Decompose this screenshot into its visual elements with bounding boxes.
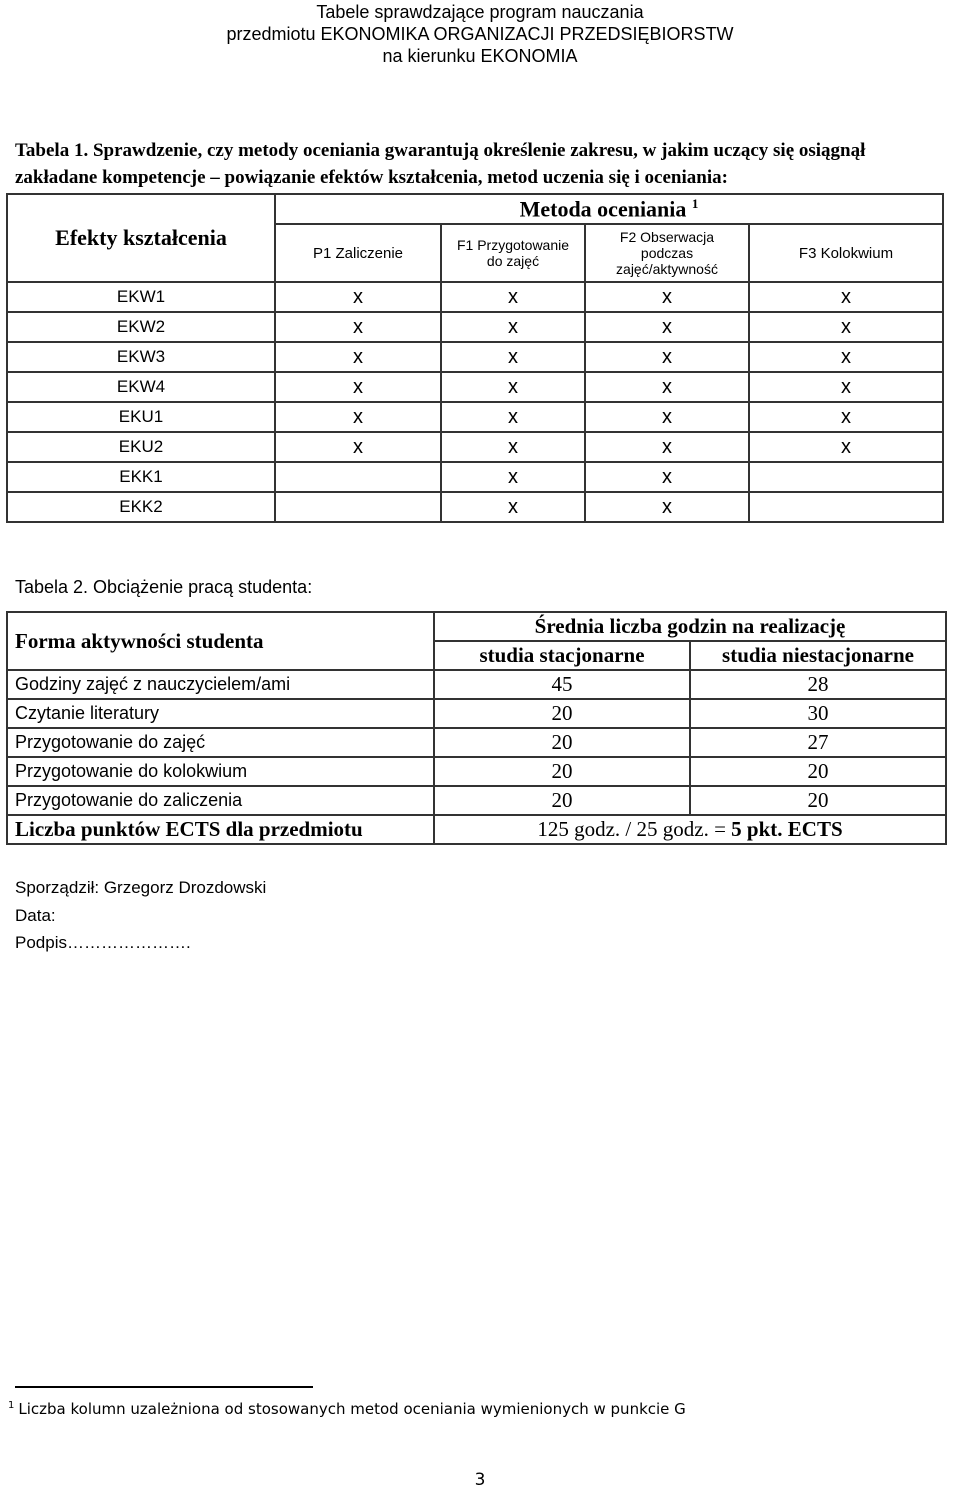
stationary-hours: 20 bbox=[434, 786, 690, 815]
mark-cell: x bbox=[441, 492, 585, 522]
col-f1: F1 Przygotowanie do zajęć bbox=[441, 224, 585, 282]
doc-title-line1: Tabele sprawdzające program nauczania bbox=[316, 2, 644, 22]
stationary-hours: 20 bbox=[434, 728, 690, 757]
footnote-text: Liczba kolumn uzależniona od stosowanych metod oceniania wymienionych w punkcie G bbox=[18, 1400, 686, 1418]
page-number: 3 bbox=[474, 1470, 486, 1490]
activity-label: Przygotowanie do kolokwium bbox=[7, 757, 434, 786]
table1-caption-line1: Tabela 1. Sprawdzenie, czy metody oceniania gwarantują określenie zakresu, w jakim uczący się osiągnął bbox=[15, 140, 866, 161]
date-label: Data: bbox=[15, 906, 56, 925]
stationary-hours: 20 bbox=[434, 757, 690, 786]
form-header: Forma aktywności studenta bbox=[7, 612, 434, 670]
mark-cell: x bbox=[585, 282, 749, 312]
mark-cell: x bbox=[585, 312, 749, 342]
mark-cell: x bbox=[441, 432, 585, 462]
table-row bbox=[7, 282, 943, 312]
mark-cell: x bbox=[749, 432, 943, 462]
stationary-hours: 20 bbox=[434, 699, 690, 728]
method-header: Metoda oceniania $^1$ bbox=[275, 194, 943, 224]
ects-label: Liczba punktów ECTS dla przedmiotu bbox=[7, 815, 434, 844]
activity-label: Przygotowanie do zaliczenia bbox=[7, 786, 434, 815]
mark-cell: x bbox=[275, 342, 441, 372]
workload-table bbox=[6, 611, 947, 845]
assessment-methods-table bbox=[6, 193, 944, 523]
prepared-by: Sporządził: Grzegorz Drozdowski bbox=[15, 878, 267, 897]
method-footnote-ref: 1 bbox=[691, 195, 699, 211]
mark-cell: x bbox=[749, 312, 943, 342]
table-row bbox=[7, 402, 943, 432]
mark-cell: x bbox=[585, 462, 749, 492]
mark-cell: x bbox=[585, 342, 749, 372]
extramural-hours: 20 bbox=[690, 757, 946, 786]
ects-value-bold: 5 pkt. ECTS bbox=[731, 817, 843, 841]
doc-title-line3: na kierunku EKONOMIA bbox=[382, 46, 578, 66]
extramural-hours: 20 bbox=[690, 786, 946, 815]
col-p1: P1 Zaliczenie bbox=[275, 224, 441, 282]
footnote-separator bbox=[15, 1386, 313, 1388]
mark-cell: x bbox=[441, 282, 585, 312]
extramural-hours: 30 bbox=[690, 699, 946, 728]
stationary-hours: 45 bbox=[434, 670, 690, 699]
mark-cell: x bbox=[275, 282, 441, 312]
table-row bbox=[7, 372, 943, 402]
mark-cell: x bbox=[275, 312, 441, 342]
table-row bbox=[7, 728, 946, 757]
activity-label: Godziny zajęć z nauczycielem/ami bbox=[7, 670, 434, 699]
table1-caption-line2: zakładane kompetencje – powiązanie efektów kształcenia, metod uczenia się i oceniania: bbox=[15, 167, 728, 188]
mark-cell bbox=[275, 492, 441, 522]
mark-cell: x bbox=[585, 372, 749, 402]
mark-cell bbox=[275, 462, 441, 492]
extramural-hours: 28 bbox=[690, 670, 946, 699]
row-label: EKU2 bbox=[7, 432, 275, 462]
ects-value bbox=[434, 815, 946, 844]
activity-label: Przygotowanie do zajęć bbox=[7, 728, 434, 757]
mark-cell: x bbox=[749, 282, 943, 312]
mark-cell: x bbox=[441, 372, 585, 402]
table-row bbox=[7, 312, 943, 342]
table-row bbox=[7, 699, 946, 728]
ects-row bbox=[7, 815, 946, 844]
row-label: EKK1 bbox=[7, 462, 275, 492]
table-row bbox=[7, 432, 943, 462]
table-row bbox=[7, 492, 943, 522]
table-row bbox=[7, 342, 943, 372]
mark-cell: x bbox=[585, 432, 749, 462]
table2-caption: Tabela 2. Obciążenie pracą studenta: bbox=[15, 577, 313, 597]
mark-cell: x bbox=[441, 342, 585, 372]
doc-title-line2: przedmiotu EKONOMIKA ORGANIZACJI PRZEDSIĘBIORSTW bbox=[226, 24, 734, 44]
effects-header: Efekty kształcenia bbox=[7, 194, 275, 282]
activity-label: Czytanie literatury bbox=[7, 699, 434, 728]
row-label: EKK2 bbox=[7, 492, 275, 522]
col-f3: F3 Kolokwium bbox=[749, 224, 943, 282]
col-stationary: studia stacjonarne bbox=[434, 641, 690, 670]
mark-cell: x bbox=[749, 372, 943, 402]
footnote-number: 1 bbox=[8, 1400, 15, 1411]
mark-cell: x bbox=[441, 312, 585, 342]
mark-cell: x bbox=[275, 402, 441, 432]
mark-cell bbox=[749, 462, 943, 492]
table-row bbox=[7, 670, 946, 699]
row-label: EKU1 bbox=[7, 402, 275, 432]
row-label: EKW3 bbox=[7, 342, 275, 372]
mark-cell: x bbox=[585, 492, 749, 522]
row-label: EKW1 bbox=[7, 282, 275, 312]
mark-cell: x bbox=[749, 342, 943, 372]
mark-cell bbox=[749, 492, 943, 522]
mark-cell: x bbox=[275, 432, 441, 462]
mark-cell: x bbox=[585, 402, 749, 432]
ects-value-prefix: 125 godz. / 25 godz. = bbox=[537, 817, 732, 841]
table-row bbox=[7, 786, 946, 815]
mark-cell: x bbox=[275, 372, 441, 402]
table-row bbox=[7, 757, 946, 786]
signature-label: Podpis…………………. bbox=[15, 933, 191, 952]
row-label: EKW2 bbox=[7, 312, 275, 342]
table-row bbox=[7, 462, 943, 492]
mark-cell: x bbox=[441, 462, 585, 492]
footnote bbox=[8, 1400, 686, 1418]
hours-header: Średnia liczba godzin na realizację bbox=[434, 612, 946, 641]
col-f2: F2 Obserwacja podczas zajęć/aktywność bbox=[585, 224, 749, 282]
extramural-hours: 27 bbox=[690, 728, 946, 757]
mark-cell: x bbox=[749, 402, 943, 432]
row-label: EKW4 bbox=[7, 372, 275, 402]
mark-cell: x bbox=[441, 402, 585, 432]
col-extramural: studia niestacjonarne bbox=[690, 641, 946, 670]
